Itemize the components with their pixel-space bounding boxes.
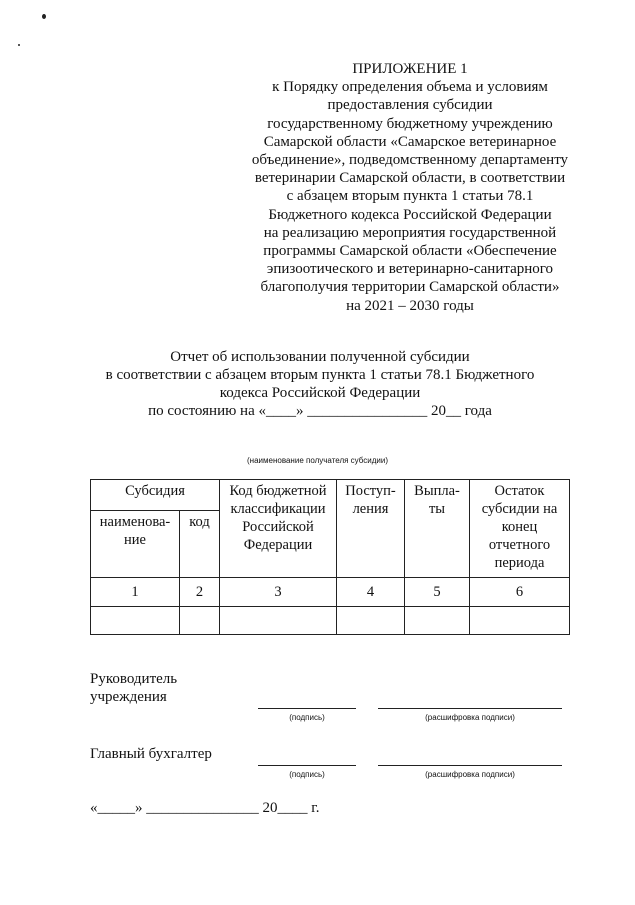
- report-title: [60, 348, 580, 420]
- appendix-line: предоставления субсидии: [327, 97, 493, 114]
- header-receipts: Поступ- ления: [337, 480, 405, 578]
- column-number: 5: [405, 578, 470, 607]
- column-number: 4: [337, 578, 405, 607]
- report-title-line: кодекса Российской Федерации: [219, 385, 421, 401]
- column-number: 6: [470, 578, 570, 607]
- accountant-decoding-caption: (расшифровка подписи): [425, 770, 515, 779]
- header-budget-code: Код бюджетной классификации Российской Федерации: [220, 480, 337, 578]
- appendix-line: ветеринарии Самарской области, в соответствии: [254, 170, 566, 187]
- empty-cell: [91, 607, 180, 635]
- recipient-caption: (наименование получателя субсидии): [247, 456, 388, 465]
- column-number: 3: [220, 578, 337, 607]
- appendix-line: программы Самарской области «Обеспечение: [263, 243, 557, 260]
- column-number: 2: [180, 578, 220, 607]
- appendix-line: объединение», подведомственному департаменту: [251, 152, 569, 169]
- appendix-line: на 2021 – 2030 годы: [346, 297, 474, 314]
- empty-cell: [405, 607, 470, 635]
- appendix-line: с абзацем вторым пункта 1 статьи 78.1: [286, 188, 534, 205]
- appendix-line: Бюджетного кодекса Российской Федерации: [268, 206, 552, 223]
- accountant-signature-caption: (подпись): [289, 770, 325, 779]
- report-title-line: в соответствии с абзацем вторым пункта 1 статьи 78.1 Бюджетного: [105, 367, 535, 383]
- empty-cell: [180, 607, 220, 635]
- header-payments: Выпла- ты: [405, 480, 470, 578]
- appendix-line: эпизоотического и ветеринарно-санитарного: [266, 261, 554, 278]
- appendix-line: государственному бюджетному учреждению: [267, 115, 553, 132]
- scan-speck: [42, 14, 46, 19]
- head-signature-caption: (подпись): [289, 713, 325, 722]
- header-balance: Остаток субсидии на конец отчетного периода: [470, 480, 570, 578]
- report-table: [90, 479, 570, 635]
- chief-accountant-label: Главный бухгалтер: [90, 746, 212, 762]
- head-decoding-line: [378, 708, 562, 709]
- empty-cell: [337, 607, 405, 635]
- header-code: код: [180, 511, 220, 578]
- head-label: Руководитель учреждения: [90, 671, 178, 705]
- head-signature-line: [258, 708, 356, 709]
- header-subsidy: Субсидия: [91, 480, 220, 511]
- report-title-line: по состоянию на «____» ________________ 20__ года: [148, 403, 492, 419]
- date-line: «_____» _______________ 20____ г.: [90, 800, 320, 816]
- appendix-line: Самарской области «Самарское ветеринарное: [263, 133, 557, 150]
- appendix-line: к Порядку определения объема и условиям: [272, 79, 548, 96]
- appendix-line: на реализацию мероприятия государственной: [263, 224, 557, 241]
- scan-speck: [18, 44, 20, 46]
- empty-cell: [470, 607, 570, 635]
- appendix-line: благополучия территории Самарской области»: [260, 279, 560, 296]
- appendix-header: [236, 60, 584, 315]
- empty-cell: [220, 607, 337, 635]
- appendix-line: ПРИЛОЖЕНИЕ 1: [352, 61, 468, 77]
- column-number: 1: [91, 578, 180, 607]
- accountant-decoding-line: [378, 765, 562, 766]
- report-title-line: Отчет об использовании полученной субсидии: [170, 349, 470, 365]
- head-decoding-caption: (расшифровка подписи): [425, 713, 515, 722]
- header-name: наименова- ние: [91, 511, 180, 578]
- accountant-signature-line: [258, 765, 356, 766]
